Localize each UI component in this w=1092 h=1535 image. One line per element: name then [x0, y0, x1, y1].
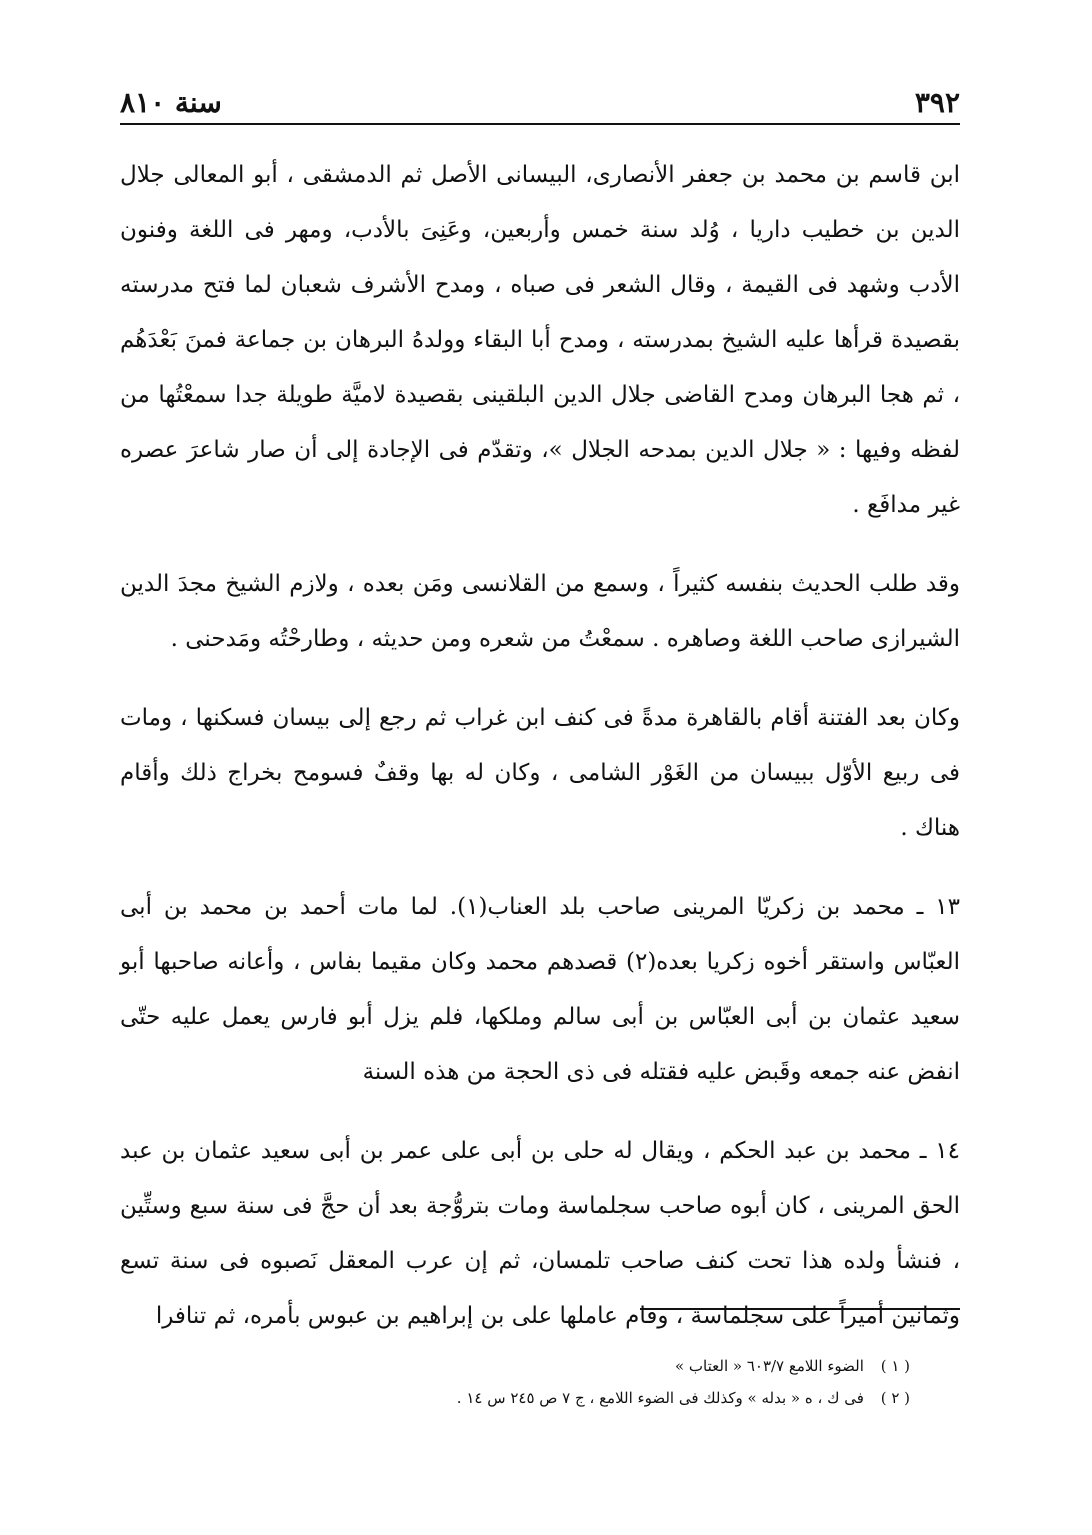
footnote-1 — [310, 1350, 910, 1382]
header-rule — [120, 123, 960, 125]
footnote-number: ( ٢ ) — [880, 1389, 910, 1407]
body-text — [120, 148, 960, 1368]
page-number: ٣٩٢ — [914, 86, 960, 119]
year-header: سنة ٨١٠ — [120, 86, 222, 119]
paragraph-hadith-study: وقد طلب الحديث بنفسه كثيراً ، وسمع من القلانسى ومَن بعده ، ولازم الشيخ مجدَ الدين الشيرازى صاحب اللغة وصاهره . سمعْتُ من شعره ومن حديثه ، وطارحْتُه ومَدحنى . — [120, 571, 960, 652]
footnote-text: فى ك ، ه « بدله » وكذلك فى الضوء اللامع ، ج ٧ ص ٢٤٥ س ١٤ . — [456, 1389, 864, 1407]
entry-13: ١٣ ـ محمد بن زكريّا المرينى صاحب بلد العناب(١). لما مات أحمد بن محمد بن أبى العبّاس واستقر أخوه زكريا بعده(٢) قصدهم محمد وكان مقيما بفاس ، وأعانه صاحبها أبو سعيد عثمان بن أبى العبّاس بن أبى سالم وملكها، فلم يزل أبو فارس يعمل عليه حتّى انفض عنه جمعه وقَبض عليه فقتله فى ذى الحجة من هذه السنة — [120, 894, 960, 1085]
paragraph-later-life: وكان بعد الفتنة أقام بالقاهرة مدةً فى كنف ابن غراب ثم رجع إلى بيسان فسكنها ، ومات فى ربيع الأوّل ببيسان من الغَوْر الشامى ، وكان له بها وقفٌ فسومح بخراج ذلك وأقام هناك . — [120, 705, 960, 841]
footnotes — [310, 1350, 910, 1414]
paragraph-biography-intro: ابن قاسم بن محمد بن جعفر الأنصارى، البيسانى الأصل ثم الدمشقى ، أبو المعالى جلال الدين بن خطيب داريا ، وُلد سنة خمس وأربعين، وعَنِىَ بالأدب، ومهر فى اللغة وفنون الأدب وشهد فى القيمة ، وقال الشعر فى صباه ، ومدح الأشرف شعبان لما فتح مدرسته بقصيدة قرأها عليه الشيخ بمدرسته ، ومدح أبا البقاء وولدهُ البرهان بن جماعة فمنَ بَعْدَهُم ، ثم هجا البرهان ومدح القاضى جلال الدين البلقينى بقصيدة لاميَّة طويلة جدا سمعْتُها من لفظه وفيها : « جلال الدين بمدحه الجلال »، وتقدّم فى الإجادة إلى أن صار شاعرَ عصره غير مدافَع . — [120, 162, 960, 518]
footnote-number: ( ١ ) — [880, 1357, 910, 1375]
footnote-2 — [310, 1382, 910, 1414]
book-page — [120, 80, 960, 1490]
entry-14: ١٤ ـ محمد بن عبد الحكم ، ويقال له حلى بن أبى على عمر بن أبى سعيد عثمان بن عبد الحق المرينى ، كان أبوه صاحب سجلماسة ومات بتروُّجة بعد أن حجَّ فى سنة سبع وستِّين ، فنشأ ولده هذا تحت كنف صاحب تلمسان، ثم إن عرب المعقل نَصبوه فى سنة تسع وثمانين أميراً على سجلماسة ، وقام عاملها على بن إبراهيم بن عبوس بأمره، ثم تنافرا — [120, 1138, 960, 1329]
running-head — [120, 80, 960, 122]
footnote-rule — [640, 1308, 960, 1310]
footnote-text: الضوء اللامع ٦٠٣/٧ « العتاب » — [674, 1357, 864, 1375]
